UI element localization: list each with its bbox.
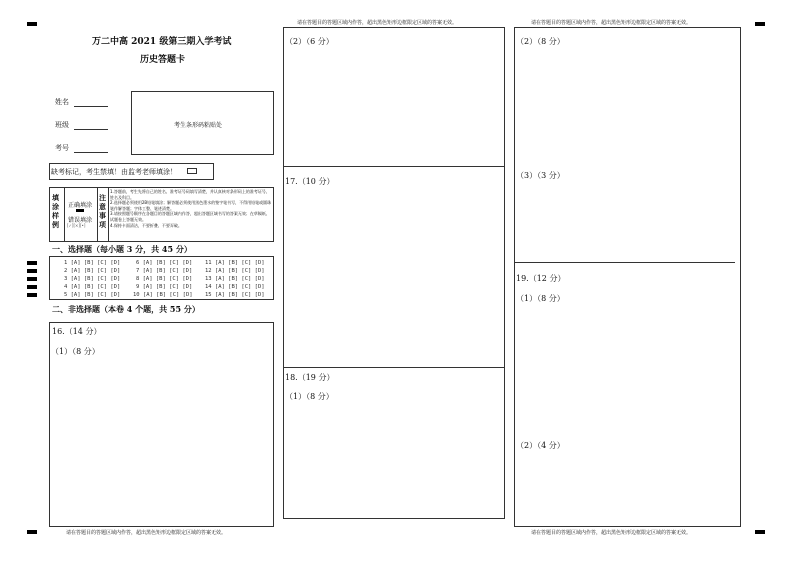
divider [284,367,504,368]
question-number: 12 [205,268,212,274]
question-number: 9 [136,284,140,290]
timing-mark [27,277,37,281]
class-field[interactable] [74,129,108,130]
note-item: 3.请按照题号顺序在各题目的答题区域内作答，超出答题区域书写的答案无效；在草稿纸、试题卷上答题无效。 [110,211,270,222]
question-number: 4 [64,284,68,290]
answer-area-q16[interactable] [49,322,274,527]
choice-row-6[interactable] [136,260,192,266]
q16-part1: （1）（8 分） [51,347,100,356]
divider [64,188,65,241]
question-number: 6 [136,260,140,266]
notice-top-col3: 请在答题目的答题区域内作答，超出黑色矩形边框限定区域的答案无效。 [531,20,692,26]
choice-row-12[interactable] [205,268,265,274]
choice-options: [A] [B] [C] [D] [214,260,265,266]
choice-row-10[interactable] [133,292,193,298]
divider [284,166,504,167]
divider [108,188,109,241]
section2-title: 二、非选择题（本卷 4 个题，共 55 分） [52,304,200,314]
choice-row-8[interactable] [136,276,192,282]
card-title: 历史答题卡 [140,55,186,65]
choice-options: [A] [B] [C] [D] [142,276,193,282]
choice-options: [A] [B] [C] [D] [214,292,265,298]
choice-row-15[interactable] [205,292,265,298]
choice-row-5[interactable] [64,292,120,298]
timing-mark [27,269,37,273]
notes-list [110,189,273,241]
choice-row-7[interactable] [136,268,192,274]
choice-row-2[interactable] [64,268,120,274]
timing-mark [27,285,37,289]
absent-mark-box [49,163,214,180]
choice-options: [A] [B] [C] [D] [214,268,265,274]
question-number: 7 [136,268,140,274]
note-item: 2.选择题必须使用2B铅笔填涂；解答题必须使用黑色墨水的签字笔书写，不得用铅笔或圆珠笔作解答题；字体工整、笔迹清楚。 [110,200,272,211]
q18-part1: （1）（8 分） [285,392,334,401]
choice-options: [A] [B] [C] [D] [142,284,193,290]
choice-row-11[interactable] [205,260,265,266]
notice-bottom-col1: 请在答题目的答题区域内作答，超出黑色矩形边框限定区域的答案无效。 [66,530,227,536]
timing-mark [27,261,37,265]
wrong-fill-label: 错误填涂 [68,217,93,224]
choice-row-4[interactable] [64,284,120,290]
q18-title: 18.（19 分） [285,373,335,382]
choice-options: [A] [B] [C] [D] [142,260,193,266]
registration-mark-bottom-right [755,530,765,534]
q17-title: 17.（10 分） [285,177,335,186]
q19-part1: （1）（8 分） [516,294,565,303]
divider [97,188,98,241]
barcode-area [131,91,274,155]
exam-id-label: 考号 [55,144,69,152]
absent-checkbox[interactable] [187,168,197,174]
class-label: 班级 [55,121,69,129]
q18-part3: （3）（3 分） [516,171,565,180]
exam-id-field[interactable] [74,152,108,153]
question-number: 11 [205,260,212,266]
divider [515,262,735,263]
choice-row-3[interactable] [64,276,120,282]
correct-fill-sample [76,209,84,212]
q15-part2: （2）（6 分） [285,37,334,46]
name-field[interactable] [74,106,108,107]
choice-row-9[interactable] [136,284,192,290]
q19-part2: （2）（4 分） [516,441,565,450]
exam-title: 万二中高 2021 级第三期入学考试 [92,37,232,47]
question-number: 15 [205,292,212,298]
name-label: 姓名 [55,98,69,106]
question-number: 1 [64,260,68,266]
question-number: 3 [64,276,68,282]
registration-mark-top-right [755,22,765,26]
fill-example-label: 填涂样例 [52,194,59,229]
absent-mark-text: 缺考标记，考生禁填！由监考老师填涂！ [51,168,177,176]
notes-label: 注意事项 [99,194,106,229]
section1-title: 一、选择题（每小题 3 分，共 45 分） [52,244,192,254]
answer-column-3 [514,27,741,527]
choice-options: [A] [B] [C] [D] [70,292,121,298]
q16-title: 16.（14 分） [52,327,102,336]
q19-title: 19.（12 分） [516,274,566,283]
choice-grid [49,256,274,300]
choice-options: [A] [B] [C] [D] [70,268,121,274]
note-item: 1.答题前，考生先将自己的姓名、准考证号码填写清楚，并认真核对条形码上的准考证号、姓名及科目。 [110,189,270,200]
question-number: 14 [205,284,212,290]
notice-bottom-col3: 请在答题目的答题区域内作答，超出黑色矩形边框限定区域的答案无效。 [531,530,692,536]
choice-options: [A] [B] [C] [D] [70,276,121,282]
timing-mark [27,293,37,297]
choice-options: [A] [B] [C] [D] [142,268,193,274]
q18-part2: （2）（8 分） [516,37,565,46]
choice-row-1[interactable] [64,260,120,266]
choice-row-13[interactable] [205,276,265,282]
question-number: 10 [133,292,140,298]
choice-options: [A] [B] [C] [D] [70,260,121,266]
note-item: 4.保持卡面清洁，不要折叠、不要弄破。 [110,222,182,228]
answer-column-2 [283,27,505,519]
registration-mark-top-left [27,22,37,26]
choice-options: [A] [B] [C] [D] [70,284,121,290]
barcode-label: 考生条形码粘贴处 [174,122,223,129]
registration-mark-bottom-left [27,530,37,534]
instructions-box [49,187,274,242]
wrong-fill-sample: [✓][×][•] [67,223,86,228]
choice-options: [A] [B] [C] [D] [214,284,265,290]
question-number: 2 [64,268,68,274]
correct-fill-label: 正确填涂 [68,202,93,209]
question-number: 13 [205,276,212,282]
choice-row-14[interactable] [205,284,265,290]
question-number: 5 [64,292,68,298]
choice-options: [A] [B] [C] [D] [214,276,265,282]
choice-options: [A] [B] [C] [D] [142,292,193,298]
notice-top-col2: 请在答题目的答题区域内作答，超出黑色矩形边框限定区域的答案无效。 [297,20,458,26]
question-number: 8 [136,276,140,282]
